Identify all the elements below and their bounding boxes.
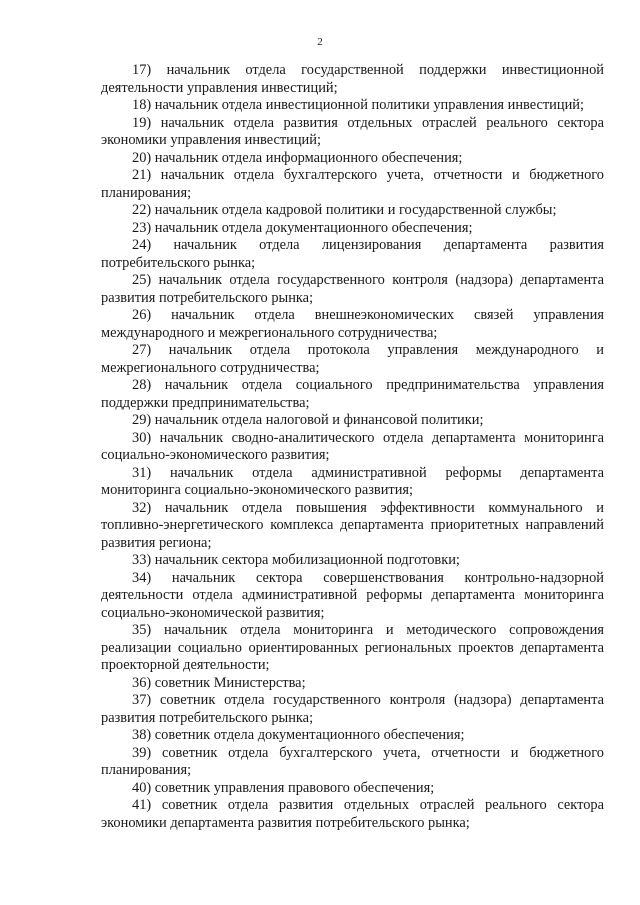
- list-item: 37) советник отдела государственного контроля (надзора) департамента развития потребительского рынка;: [101, 692, 604, 726]
- list-item: 28) начальник отдела социального предпринимательства управления поддержки предпринимательства;: [101, 377, 604, 411]
- list-item: 27) начальник отдела протокола управления международного и межрегионального сотрудничества;: [101, 342, 604, 376]
- list-item: 33) начальник сектора мобилизационной подготовки;: [132, 552, 460, 568]
- list-item: 22) начальник отдела кадровой политики и государственной службы;: [132, 202, 557, 218]
- list-item: 20) начальник отдела информационного обеспечения;: [132, 149, 463, 166]
- list-item: 41) советник отдела развития отдельных отраслей реального сектора экономики департамента развития потребительского рынка;: [101, 797, 604, 831]
- position-list: [101, 62, 604, 832]
- list-item: 39) советник отдела бухгалтерского учета, отчетности и бюджетного планирования;: [101, 744, 604, 778]
- list-item: 40) советник управления правового обеспечения;: [132, 779, 435, 796]
- list-item: 32) начальник отдела повышения эффективности коммунального и топливно-энергетического комплекса департамента приоритетных направлений развития региона;: [101, 499, 604, 551]
- list-item: 23) начальник отдела документационного обеспечения;: [132, 219, 473, 236]
- list-item: 29) начальник отдела налоговой и финансовой политики;: [132, 412, 484, 428]
- list-item: 21) начальник отдела бухгалтерского учета, отчетности и бюджетного планирования;: [101, 167, 604, 201]
- list-item: 24) начальник отдела лицензирования департамента развития потребительского рынка;: [101, 237, 604, 271]
- list-item: 38) советник отдела документационного обеспечения;: [132, 727, 465, 743]
- list-item: 30) начальник сводно-аналитического отдела департамента мониторинга социально-экономического развития;: [101, 429, 604, 463]
- list-item: 17) начальник отдела государственной поддержки инвестиционной деятельности управления инвестиций;: [101, 62, 604, 96]
- page-number: 2: [317, 36, 323, 48]
- list-item: 19) начальник отдела развития отдельных отраслей реального сектора экономики управления инвестиций;: [101, 114, 604, 148]
- list-item: 31) начальник отдела административной реформы департамента мониторинга социально-экономического развития;: [101, 464, 604, 498]
- list-item: 34) начальник сектора совершенствования контрольно-надзорной деятельности отдела административной реформы департамента мониторинга социально-экономической развития;: [101, 569, 604, 621]
- list-item: 25) начальник отдела государственного контроля (надзора) департамента развития потребительского рынка;: [101, 272, 604, 306]
- list-item: 35) начальник отдела мониторинга и методического сопровождения реализации социально ориентированных региональных проектов департамента проекторной деятельности;: [101, 622, 604, 673]
- list-item: 26) начальник отдела внешнеэкономических связей управления международного и межрегионального сотрудничества;: [101, 307, 604, 341]
- list-item: 36) советник Министерства;: [132, 674, 306, 691]
- list-item: 18) начальник отдела инвестиционной политики управления инвестиций;: [132, 97, 584, 113]
